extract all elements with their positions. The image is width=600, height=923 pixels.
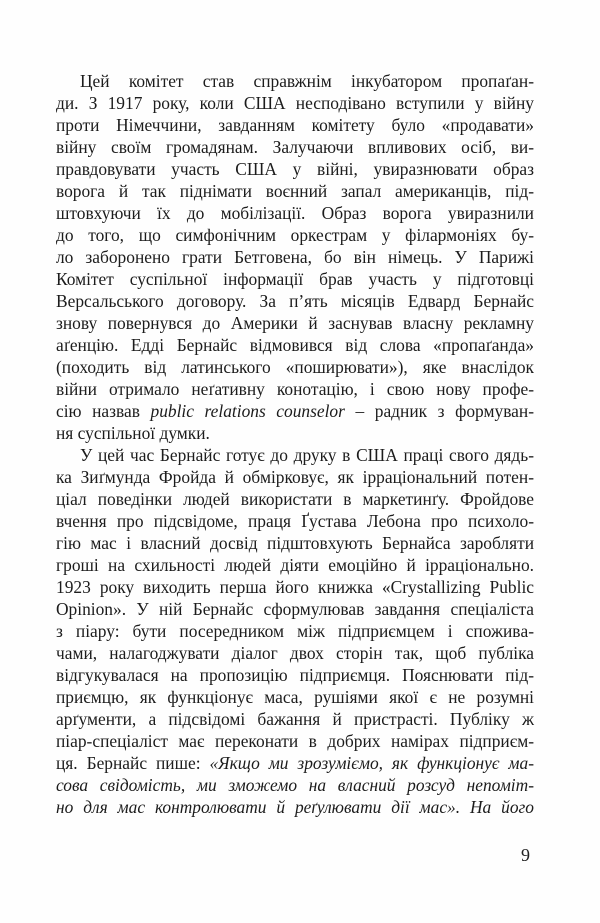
text-segment: проти Німеччини, завданням комітету було «продавати» [56,115,534,135]
text-segment: піар-спеціаліст має переконати в добрих намірах підприєм- [56,731,534,751]
text-segment: У цей час Бернайс готує до друку в США праці свого дядь- [80,445,534,465]
text-segment: чами, налагоджувати діалог двох сторін так, щоб публіка [56,643,534,663]
text-line [56,510,534,532]
text-line [56,268,534,290]
paragraph [56,444,534,818]
text-segment: війну своїм громадянам. Залучаючи впливових осіб, ви- [56,137,534,157]
text-segment: війни отримало неґативну конотацію, і свою нову профе- [56,379,534,399]
text-segment: Цей комітет став справжнім інкубатором пропаґан- [80,71,534,91]
text-line [56,488,534,510]
text-line [56,400,534,422]
text-line [56,554,534,576]
text-line [56,774,534,796]
italic-text: «Якщо ми зрозуміємо, як функціонує ма- [209,753,534,773]
text-line [56,664,534,686]
text-segment: правдовувати участь США у війні, увиразнювати образ [56,159,534,179]
text-line [56,158,534,180]
text-segment: ця. Бернайс пише: [56,753,210,773]
text-line [56,708,534,730]
text-line [56,752,534,774]
text-line [56,422,534,444]
text-segment: ка Зиґмунда Фройда й обмірковує, як ірраціональний потен- [56,467,534,487]
text-segment: відгукувалася на пропозицію підприємця. Пояснювати під- [56,665,534,685]
text-segment: Комітет суспільної інформації брав участь у підготовці [56,269,534,289]
text-line [56,114,534,136]
text-segment: штовхуючи їх до мобілізації. Образ ворога увиразнили [56,203,534,223]
text-line [56,70,534,92]
text-segment: з піару: бути посередником між підприємцем і споживa- [56,621,534,641]
text-segment: ня суспільної думки. [56,423,210,443]
paragraph [56,70,534,444]
italic-text: но для мас контролювати й реґулювати дії мас». На його [56,797,534,817]
italic-text: сова свідомість, ми зможемо на власний розсуд непоміт- [56,775,534,795]
text-line [56,620,534,642]
text-segment: до того, що симфонічним оркестрам у філармоніях бу- [56,225,534,245]
text-segment: сію назвав [56,401,151,421]
text-segment: 1923 року виходить перша його книжка «Crystallizing Public [56,577,534,597]
text-segment: гію мас і власний досвід підштовхують Бернайса заробляти [56,533,534,553]
text-segment: аґенцію. Едді Бернайс відмовився від слова «пропаґанда» [56,335,534,355]
text-segment: ло заборонено грати Бетговена, бо він німець. У Парижі [56,247,534,267]
text-line [56,378,534,400]
italic-text: public relations counselor [150,401,345,421]
text-segment: гроші на схильності людей діяти емоційно й ірраціонально. [56,555,534,575]
text-segment: ціал поведінки людей використати в маркетинґу. Фройдове [56,489,534,509]
text-line [56,180,534,202]
text-line [56,598,534,620]
text-segment: (походить від латинського «поширювати»), яке внаслідок [56,357,534,377]
text-line [56,466,534,488]
text-segment: – радник з формуван- [344,401,534,421]
text-line [56,246,534,268]
text-line [56,730,534,752]
text-line [56,444,534,466]
text-line [56,796,534,818]
text-segment: знову повернувся до Америки й заснував власну рекламну [56,313,534,333]
text-line [56,290,534,312]
text-line [56,356,534,378]
text-line [56,686,534,708]
body-text [56,70,534,818]
text-line [56,312,534,334]
text-segment: вчення про підсвідоме, праця Ґустава Лебона про психоло- [56,511,534,531]
text-line [56,642,534,664]
page-number: 9 [521,845,530,865]
text-segment: ди. З 1917 року, коли США несподівано вступили у війну [56,93,534,113]
text-line [56,202,534,224]
text-segment: Версальського договору. За п’ять місяців Едвард Бернайс [56,291,534,311]
text-segment: арґументи, а підсвідомі бажання й пристрасті. Публіку ж [56,709,534,729]
text-line [56,92,534,114]
text-segment: Opinion». У ній Бернайс сформулював завдання спеціаліста [56,599,534,619]
text-line [56,136,534,158]
text-line [56,224,534,246]
text-line [56,576,534,598]
text-segment: ворога й так піднімати воєнний запал американців, під- [56,181,534,201]
text-line [56,334,534,356]
text-segment: приємцю, як функціонує маса, рушіями якої є не розумні [56,687,534,707]
text-line [56,532,534,554]
